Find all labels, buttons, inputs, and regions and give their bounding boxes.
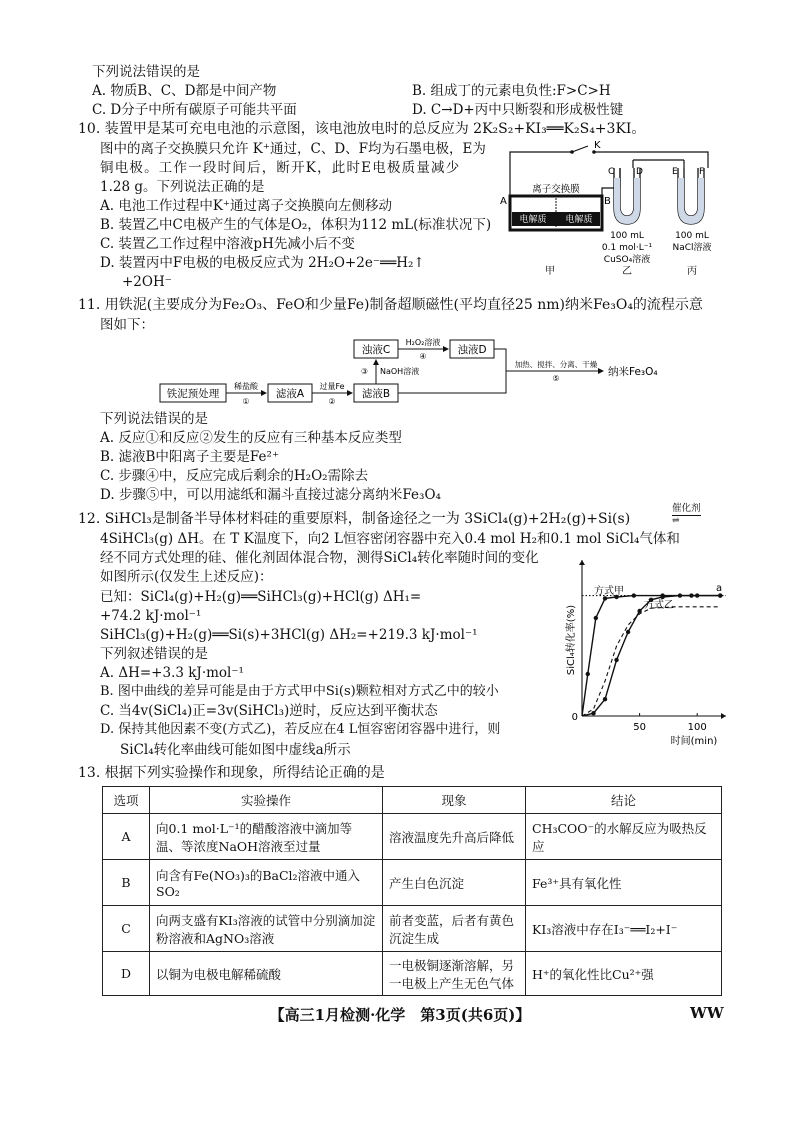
header-phenomenon: 现象	[383, 787, 526, 814]
row-phenomenon: 产生白色沉淀	[383, 860, 526, 906]
q12-line7: SiHCl₃(g)+H₂(g)══Si(s)+3HCl(g) ΔH₂=+219.3 kJ·mol⁻¹	[100, 627, 478, 643]
row-conclusion: H⁺的氧化性比Cu²⁺强	[526, 952, 722, 996]
q11-option-a: A. 反应①和反应②发生的反应有三种基本反应类型	[100, 430, 402, 446]
x-tick-100: 100	[687, 722, 707, 733]
q12-conversion-chart	[560, 556, 732, 754]
row-operation: 向0.1 mol·L⁻¹的醋酸溶液中滴加等温、等浓度NaOH溶液至过量	[150, 814, 383, 860]
q12-option-d-cont: SiCl₄转化率曲线可能如图中虚线a所示	[120, 742, 351, 758]
yi-solution: CuSO₄溶液	[603, 255, 651, 265]
series-label-a: a	[716, 583, 723, 594]
data-point	[586, 672, 590, 676]
electrode-d-label: D	[636, 167, 643, 177]
q12-line1: 12. SiHCl₃是制备半导体材料硅的重要原料，制备途径之一为 3SiCl₄(g)+2H₂(g)+Si(s)	[78, 511, 631, 527]
flow-step-5: ⑤	[552, 374, 560, 383]
data-point	[594, 616, 598, 620]
q9-option-c: C. D分子中所有碳原子可能共平面	[92, 102, 297, 118]
q12-line6: +74.2 kJ·mol⁻¹	[100, 608, 202, 624]
row-conclusion: CH₃COO⁻的水解反应为吸热反应	[526, 814, 722, 860]
row-option: D	[103, 952, 150, 996]
q11-stem: 下列说法错误的是	[100, 411, 208, 427]
row-phenomenon: 一电极铜逐渐溶解，另一电极上产生无色气体	[383, 952, 526, 996]
q10-line4: 1.28 g。下列说法正确的是	[100, 179, 265, 195]
q12-stem: 下列叙述错误的是	[100, 646, 208, 662]
switch-label: K	[594, 140, 601, 151]
q11-flowchart	[158, 334, 678, 410]
q12-catalyst-label: 催化剂	[672, 503, 701, 514]
row-option: A	[103, 814, 150, 860]
flow-box-ironmud: 铁泥预处理	[166, 388, 220, 400]
label-jia: 甲	[545, 266, 555, 277]
flow-step-2: ②	[328, 397, 336, 406]
row-conclusion: Fe³⁺具有氧化性	[526, 860, 722, 906]
flow-box-filtrate-b: 滤液B	[361, 388, 391, 400]
header-conclusion: 结论	[526, 787, 722, 814]
data-point	[614, 658, 618, 662]
series-label-jia: 方式甲	[594, 586, 624, 597]
electrode-c-label: C	[608, 167, 615, 177]
q10-line2: 图中的离子交换膜只允许 K⁺通过，C、D、F均为石墨电极，E为	[100, 141, 486, 157]
origin-label: 0	[571, 712, 578, 723]
flow-reagent-3: NaOH溶液	[380, 367, 420, 376]
label-bing: 丙	[687, 266, 697, 277]
header-operation: 实验操作	[150, 787, 383, 814]
flow-step-1: ①	[242, 397, 250, 406]
page-footer: 【高三1月检测·化学 第3页(共6页)】	[269, 1006, 531, 1024]
electrolyte-right: 电解质	[565, 215, 593, 225]
row-conclusion: KI₃溶液中存在I₃⁻══I₂+I⁻	[526, 906, 722, 952]
bing-solution: NaCl溶液	[672, 243, 712, 253]
q11-option-c: C. 步骤④中，反应完成后剩余的H₂O₂需除去	[100, 468, 369, 484]
q11-line1: 11. 用铁泥(主要成分为Fe₂O₃、FeO和少量Fe)制备超顺磁性(平均直径25 nm)纳米Fe₃O₄的流程示意	[78, 297, 703, 313]
q10-option-c: C. 装置乙工作过程中溶液pH先减小后不变	[100, 236, 355, 252]
flow-reagent-5: 加热、搅拌、分离、干燥	[514, 360, 598, 369]
q10-line1: 10. 装置甲是某可充电电池的示意图，该电池放电时的总反应为 2K₂S₂+KI₃══K₂S₄+3KI。	[78, 121, 646, 137]
series-label-yi: 方式乙	[644, 600, 674, 611]
q12-line3: 经不同方式处理的硅、催化剂固体混合物，测得SiCl₄转化率随时间的变化	[100, 550, 539, 566]
table-row	[103, 952, 722, 996]
q10-option-d: D. 装置丙中F电极的电极反应式为 2H₂O+2e⁻══H₂↑	[100, 255, 425, 271]
electrolyte-left: 电解质	[519, 215, 547, 225]
q12-line5: 已知：SiCl₄(g)+H₂(g)══SiHCl₃(g)+HCl(g) ΔH₁=	[100, 589, 422, 605]
row-phenomenon: 前者变蓝，后者有黄色沉淀生成	[383, 906, 526, 952]
table-row	[103, 814, 722, 860]
row-option: B	[103, 860, 150, 906]
q12-option-a: A. ΔH=+3.3 kJ·mol⁻¹	[100, 665, 244, 681]
flow-box-filtrate-a: 滤液A	[275, 388, 305, 400]
bing-volume: 100 mL	[675, 231, 709, 241]
table-row	[103, 860, 722, 906]
membrane-label: 离子交换膜	[532, 184, 580, 195]
q12-line2: 4SiHCl₃(g) ΔH。在 T K温度下，向2 L恒容密闭容器中充入0.4 mol H₂和0.1 mol SiCl₄气体和	[100, 531, 680, 547]
electrode-f-label: F	[699, 167, 705, 177]
header-option: 选项	[103, 787, 150, 814]
row-option: C	[103, 906, 150, 952]
q9-option-a: A. 物质B、C、D都是中间产物	[92, 83, 277, 99]
row-operation: 向含有Fe(NO₃)₃的BaCl₂溶液中通入SO₂	[150, 860, 383, 906]
q12-equilibrium-arrow: ⇌	[672, 516, 680, 526]
q10-option-d-cont: +2OH⁻	[122, 274, 172, 290]
electrode-b-label: B	[604, 196, 611, 207]
series-line-a	[582, 607, 720, 716]
flow-product: 纳米Fe₃O₄	[608, 366, 658, 378]
series-line-yi	[582, 596, 720, 716]
row-phenomenon: 溶液温度先升高后降低	[383, 814, 526, 860]
flow-step-4: ④	[419, 352, 427, 361]
flow-box-turbid-d: 浊液D	[457, 344, 487, 356]
flow-step-3: ③	[360, 367, 368, 376]
q13-table	[102, 786, 722, 996]
yi-volume: 100 mL	[610, 231, 644, 241]
q9-stem: 下列说法错误的是	[92, 64, 200, 80]
flow-box-turbid-c: 浊液C	[361, 344, 391, 356]
q12-option-c: C. 当4v(SiCl₄)正=3v(SiHCl₃)逆时，反应达到平衡状态	[100, 703, 438, 719]
series-line-jia	[582, 596, 720, 716]
row-operation: 向两支盛有KI₃溶液的试管中分别滴加淀粉溶液和AgNO₃溶液	[150, 906, 383, 952]
q11-option-d: D. 步骤⑤中，可以用滤纸和漏斗直接过滤分离纳米Fe₃O₄	[100, 487, 441, 503]
q10-line3: 铜电极。工作一段时间后，断开K，此时E电极质量减少	[100, 160, 461, 176]
q12-option-d: D. 保持其他因素不变(方式乙)，若反应在4 L恒容密闭容器中进行，则	[100, 722, 501, 737]
data-point	[591, 711, 595, 715]
y-axis-label: SiCl₄转化率(%)	[566, 604, 577, 676]
flow-reagent-4: H₂O₂溶液	[405, 338, 441, 347]
flow-reagent-1: 稀盐酸	[234, 382, 258, 391]
row-operation: 以铜为电极电解稀硫酸	[150, 952, 383, 996]
q11-option-b: B. 滤液B中阳离子主要是Fe²⁺	[100, 449, 280, 465]
q12-line4: 如图所示(仅发生上述反应)：	[100, 569, 273, 585]
yi-concentration: 0.1 mol·L⁻¹	[601, 243, 653, 253]
q11-line2: 图如下：	[100, 317, 154, 333]
electrode-a-label: A	[500, 196, 507, 207]
q10-apparatus-figure	[496, 138, 728, 278]
q12-option-b: B. 图中曲线的差异可能是由于方式甲中Si(s)颗粒相对方式乙中的较小	[100, 684, 499, 699]
flow-reagent-2: 过量Fe	[319, 382, 345, 391]
q13-stem: 13. 根据下列实验操作和现象，所得结论正确的是	[78, 765, 385, 781]
table-row	[103, 906, 722, 952]
q9-option-b: B. 组成丁的元素电负性:F>C>H	[412, 83, 611, 99]
data-point	[603, 697, 607, 701]
table-header-row	[103, 787, 722, 814]
page-mark: WW	[690, 1004, 724, 1022]
x-tick-50: 50	[633, 722, 646, 733]
q9-option-d: D. C→D+丙中只断裂和形成极性键	[412, 102, 624, 118]
q10-option-b: B. 装置乙中C电极产生的气体是O₂，体积为112 mL(标准状况下)	[100, 217, 492, 233]
label-yi: 乙	[622, 266, 632, 277]
x-axis-label: 时间(min)	[670, 736, 718, 747]
data-point	[626, 630, 630, 634]
q10-option-a: A. 电池工作过程中K⁺通过离子交换膜向左侧移动	[100, 198, 393, 214]
electrode-e-label: E	[672, 167, 678, 177]
